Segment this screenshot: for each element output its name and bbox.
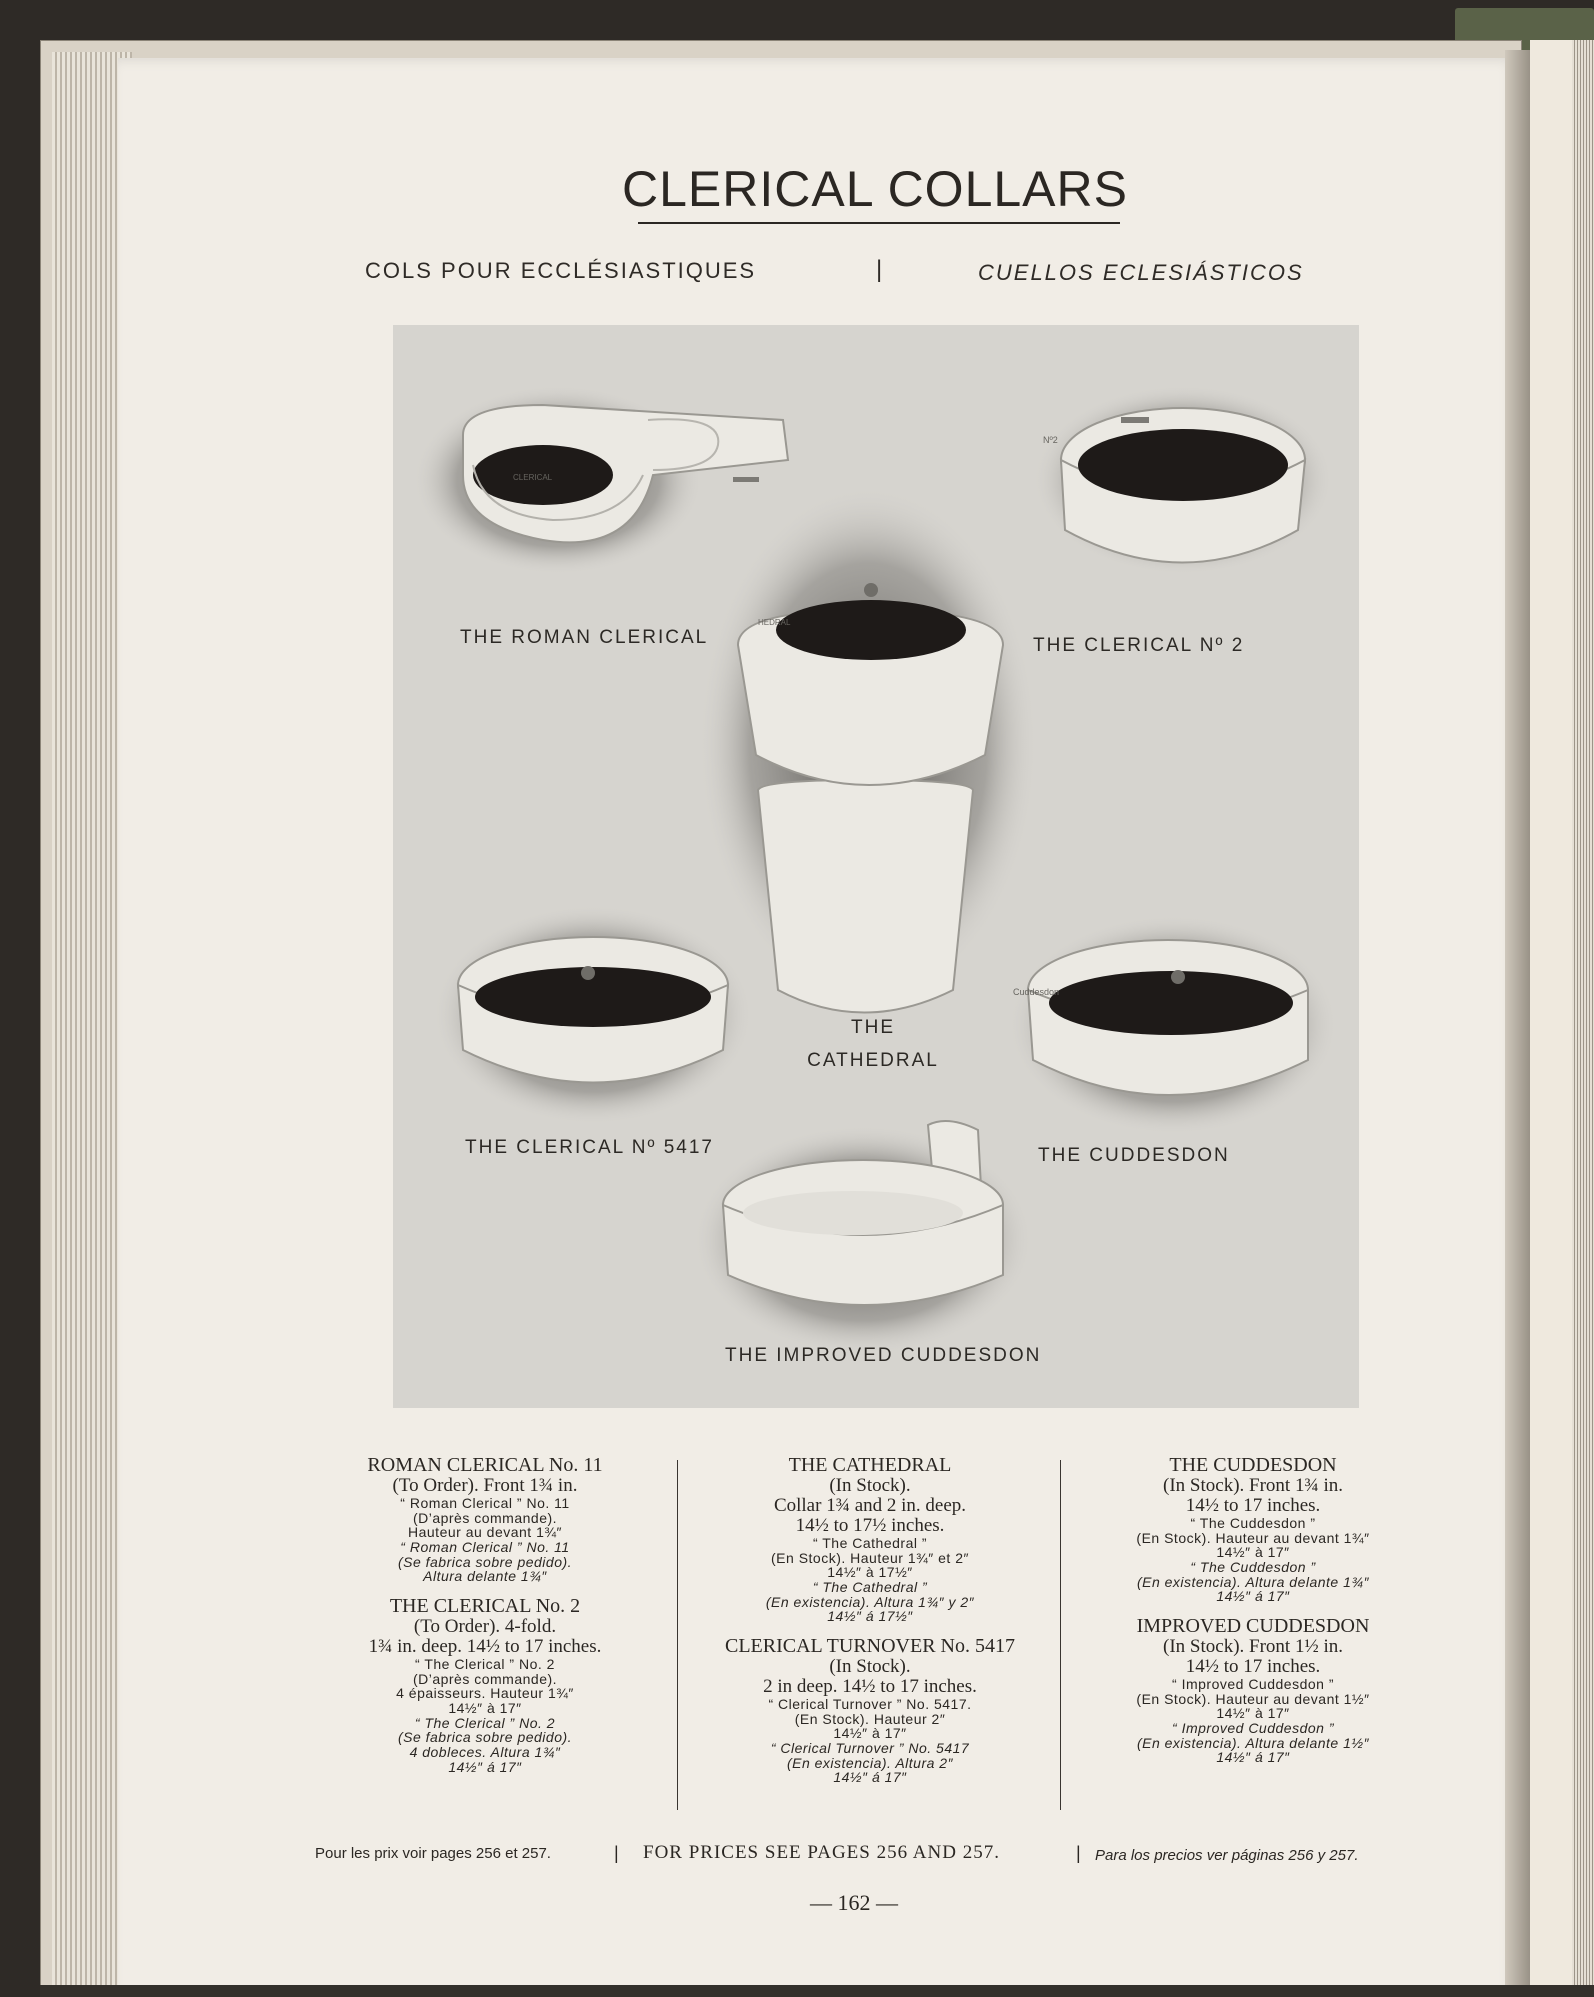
product-heading: IMPROVED CUDDESDON <box>1136 1615 1370 1637</box>
description-line: (En Stock). Hauteur 1¾″ et 2″ <box>771 1549 969 1566</box>
page-title: CLERICAL COLLARS <box>622 161 1128 217</box>
clerical-5417-collar <box>433 905 753 1125</box>
label-roman-clerical: THE ROMAN CLERICAL <box>460 627 709 648</box>
description-line: “ Improved Cuddesdon ” <box>1172 1719 1334 1736</box>
product-description-block <box>1068 1616 1438 1765</box>
description-line: (En Stock). Hauteur au devant 1½″ <box>1136 1690 1370 1707</box>
description-line: 14½″ à 17″ <box>833 1725 907 1742</box>
description-line: (In Stock). <box>829 1475 911 1496</box>
column-divider-1 <box>677 1460 678 1810</box>
subtitle-french: COLS POUR ECCLÉSIASTIQUES <box>365 258 757 283</box>
label-cathedral-line2: CATHEDRAL <box>807 1050 939 1071</box>
description-line: (Se fabrica sobre pedido). <box>397 1553 573 1570</box>
description-line: “ Roman Clerical ” No. 11 <box>400 1494 570 1511</box>
description-line: 14½ to 17½ inches. <box>795 1514 945 1536</box>
product-heading: THE CLERICAL No. 2 <box>389 1595 581 1618</box>
collars-illustration <box>393 325 1359 1408</box>
description-line: (En Stock). Hauteur 2″ <box>794 1710 946 1727</box>
no2-collar-mark: Nº2 <box>1043 435 1058 445</box>
description-line: Altura delante 1¾″ <box>423 1568 547 1585</box>
description-line: (En existencia). Altura delante 1½″ <box>1136 1734 1370 1751</box>
description-line: 14½″ á 17″ <box>448 1758 522 1775</box>
description-line: (D’après commande). <box>412 1509 558 1526</box>
product-description-block <box>300 1455 670 1584</box>
description-line: “ Improved Cuddesdon ” <box>1172 1675 1334 1692</box>
description-line: “ Roman Clerical ” No. 11 <box>400 1539 570 1555</box>
description-column-left <box>300 1455 670 1774</box>
footer-prices-english: FOR PRICES SEE PAGES 256 AND 257. <box>643 1842 1000 1863</box>
label-improved-cuddesdon: THE IMPROVED CUDDESDON <box>725 1345 1042 1366</box>
cuddesdon-collar <box>1008 915 1338 1135</box>
description-line: “ Clerical Turnover ” No. 5417 <box>770 1739 970 1756</box>
description-line: “ The Clerical ” No. 2 <box>415 1655 555 1672</box>
description-line: 4 dobleces. Altura 1¾″ <box>409 1744 561 1761</box>
description-line: 14½ to 17 inches. <box>1185 1494 1321 1516</box>
description-line: 14½″ à 17″ <box>448 1700 522 1716</box>
label-clerical-no2: THE CLERICAL Nº 2 <box>1033 635 1245 656</box>
description-line: “ Clerical Turnover ” No. 5417. <box>768 1695 972 1712</box>
description-line: 2 in deep. 14½ to 17 inches. <box>763 1675 977 1697</box>
label-clerical-5417: THE CLERICAL Nº 5417 <box>465 1137 714 1158</box>
description-line: “ The Cathedral ” <box>812 1534 928 1551</box>
product-description-block <box>685 1455 1055 1624</box>
description-line: (D’après commande). <box>412 1670 558 1687</box>
description-line: (To Order). Front 1¾ in. <box>392 1475 578 1496</box>
description-column-right <box>1068 1455 1438 1765</box>
subtitle-spanish: CUELLOS ECLESIÁSTICOS <box>978 260 1304 285</box>
title-underline <box>638 222 1120 224</box>
description-line: (In Stock). Front 1¾ in. <box>1163 1475 1343 1496</box>
description-line: (En Stock). Hauteur au devant 1¾″ <box>1136 1529 1370 1546</box>
cathedral-collar-mark: HEDRAL <box>758 618 791 627</box>
description-line: (In Stock). Front 1½ in. <box>1163 1636 1343 1657</box>
label-cuddesdon: THE CUDDESDON <box>1038 1145 1230 1166</box>
description-line: Hauteur au devant 1¾″ <box>408 1524 562 1541</box>
product-heading: THE CUDDESDON <box>1169 1454 1337 1476</box>
cuddesdon-collar-mark: Cuddesdon <box>1013 987 1060 997</box>
description-line: 14½″ à 17″ <box>1216 1544 1290 1561</box>
label-cathedral-line1: THE <box>851 1017 895 1038</box>
description-line: Collar 1¾ and 2 in. deep. <box>773 1494 967 1516</box>
product-description-block <box>300 1596 670 1774</box>
collars-photograph <box>393 325 1359 1408</box>
page-stack-right <box>1572 40 1594 1997</box>
description-line: 14½″ á 17½″ <box>827 1608 913 1625</box>
description-column-center <box>685 1455 1055 1785</box>
description-line: 14½″ á 17″ <box>833 1769 907 1786</box>
subtitle-separator: | <box>876 256 883 283</box>
description-line: 14½″ á 17″ <box>1216 1749 1290 1766</box>
description-line: “ The Clerical ” No. 2 <box>414 1714 556 1731</box>
description-line: 1¾ in. deep. 14½ to 17 inches. <box>368 1636 602 1657</box>
description-line: 4 épaisseurs. Hauteur 1¾″ <box>396 1685 574 1702</box>
product-heading: CLERICAL TURNOVER No. 5417 <box>725 1634 1015 1657</box>
description-line: (En existencia). Altura delante 1¾″ <box>1136 1573 1370 1590</box>
description-line: 14½″ à 17½″ <box>827 1564 913 1581</box>
description-line: (In Stock). <box>829 1655 911 1677</box>
product-description-block <box>1068 1455 1438 1604</box>
description-line: (En existencia). Altura 1¾″ y 2″ <box>765 1593 975 1610</box>
description-line: (En existencia). Altura 2″ <box>786 1754 954 1771</box>
clerical-no2-collar <box>1033 385 1333 575</box>
description-line: 14½″ á 17″ <box>1216 1588 1290 1605</box>
column-divider-2 <box>1060 1460 1061 1810</box>
description-line: “ The Cuddesdon ” <box>1190 1558 1316 1575</box>
book-bottom-edge <box>40 1985 1594 1997</box>
footer-separator-1: | <box>614 1843 619 1863</box>
description-line: 14½″ à 17″ <box>1216 1705 1290 1722</box>
description-line: “ The Cathedral ” <box>812 1578 928 1595</box>
footer-prices-spanish: Para los precios ver páginas 256 y 257. <box>1095 1847 1359 1864</box>
description-line: 14½ to 17 inches. <box>1185 1655 1321 1677</box>
description-line: (Se fabrica sobre pedido). <box>397 1729 573 1746</box>
footer-separator-2: | <box>1076 1843 1081 1863</box>
description-line: “ The Cuddesdon ” <box>1190 1514 1316 1531</box>
product-description-block <box>685 1636 1055 1785</box>
footer-prices-french: Pour les prix voir pages 256 et 257. <box>315 1845 551 1862</box>
description-line: (To Order). 4-fold. <box>413 1616 557 1638</box>
roman-collar-mark: CLERICAL <box>513 473 553 482</box>
product-heading: THE CATHEDRAL <box>788 1454 952 1476</box>
page-number: — 162 — <box>810 1890 898 1915</box>
product-heading: ROMAN CLERICAL No. 11 <box>367 1454 603 1476</box>
